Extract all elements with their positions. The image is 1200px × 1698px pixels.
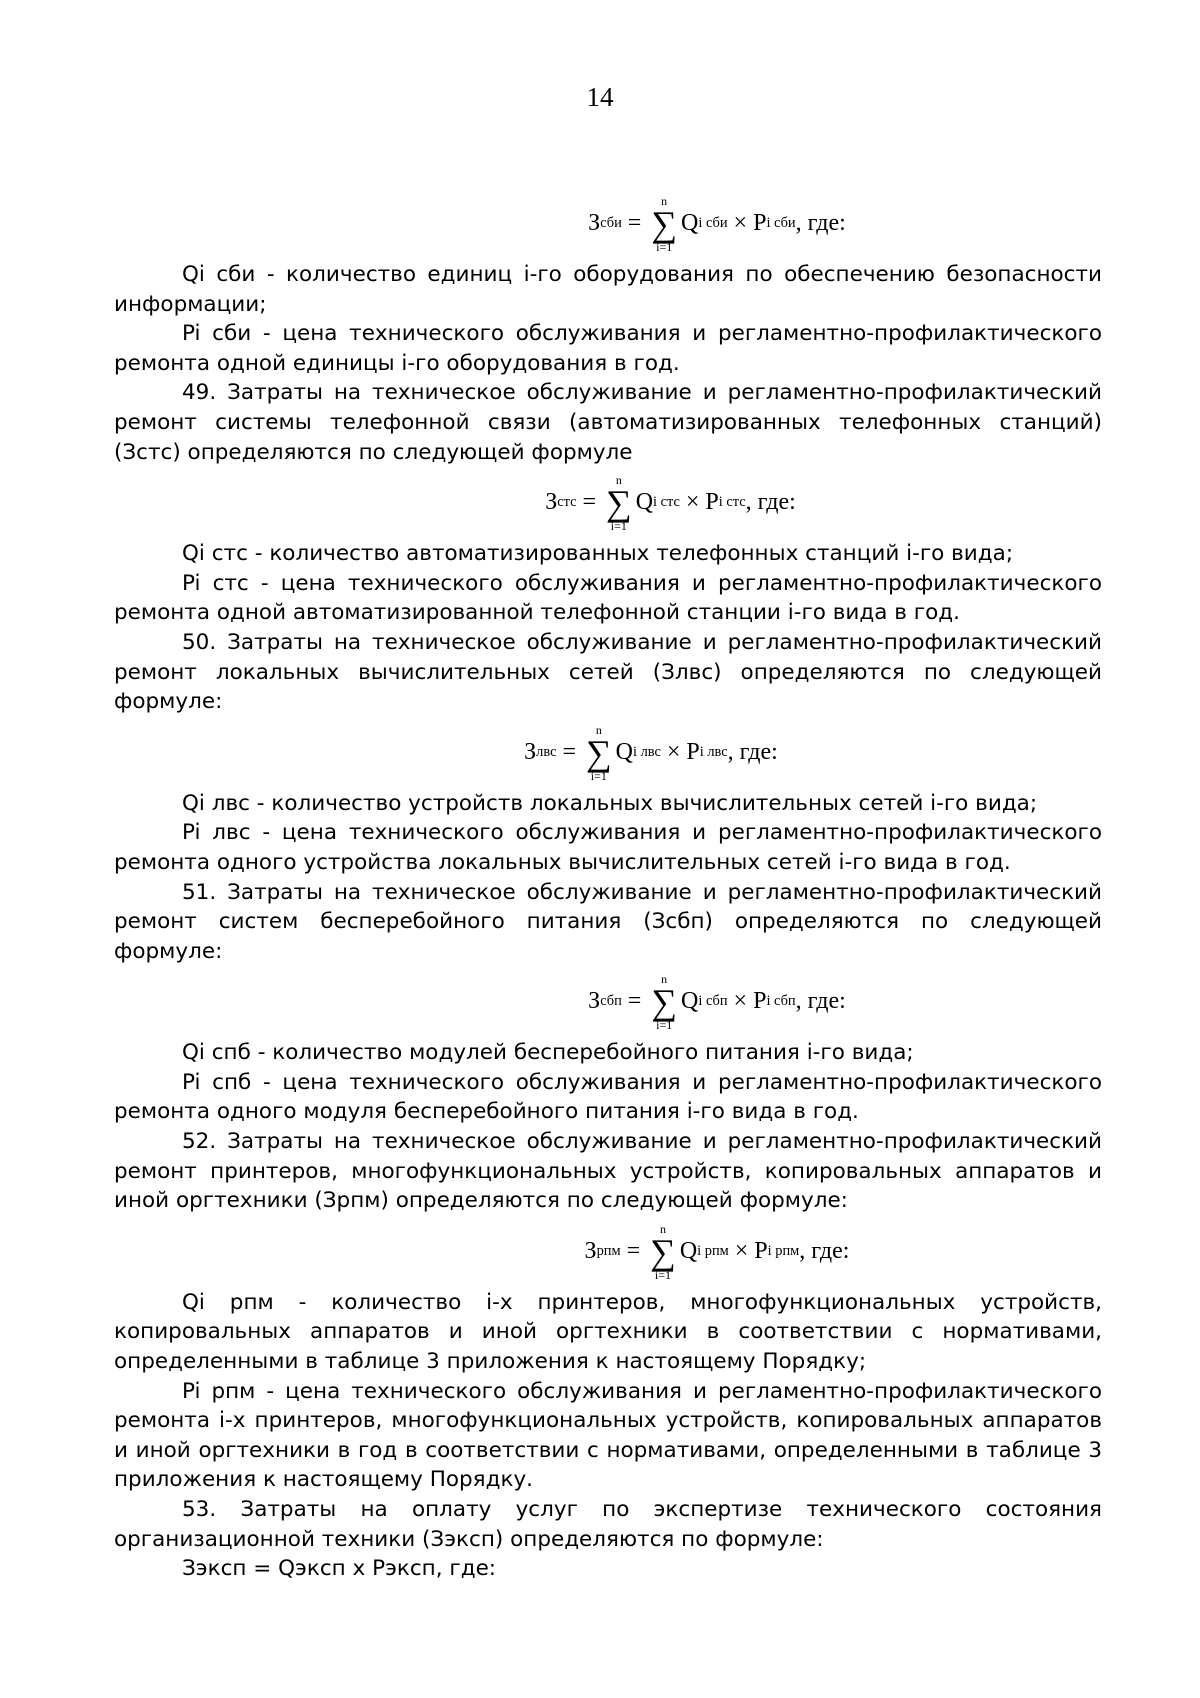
formula-q-sub: i сби bbox=[698, 215, 728, 232]
paragraph: Pi стс - цена технического обслуживания и регламентно-профилактического ремонта одной автоматизированной телефонной станции i-го вида в год. bbox=[114, 570, 1102, 626]
paragraph: 50. Затраты на техническое обслуживание и регламентно-профилактический ремонт локальных вычислительных сетей (Злвс) определяются по следующей формуле: bbox=[114, 629, 1102, 715]
paragraph: Pi лвс - цена технического обслуживания и регламентно-профилактического ремонта одного устройства локальных вычислительных сетей i-го вида в год. bbox=[114, 820, 1102, 875]
formula-lhs-sub: сби bbox=[600, 215, 622, 232]
paragraph: 52. Затраты на техническое обслуживание и регламентно-профилактический ремонт принтеров, многофункциональных устройств, копировальных аппаратов и иной оргтехники (Зрпм) определяются по следующей формуле: bbox=[114, 1129, 1102, 1214]
paragraph: 49. Затраты на техническое обслуживание и регламентно-профилактический ремонт системы телефонной связи (автоматизированных телефонных станций) (Зстс) определяются по следующей формуле bbox=[114, 380, 1102, 465]
sum-symbol: n ∑ i=1 bbox=[650, 1221, 676, 1282]
sum-symbol: n ∑ i=1 bbox=[586, 722, 612, 783]
formula-tail: , где: bbox=[795, 210, 846, 237]
paragraph: Qi спб - количество модулей бесперебойного питания i-го вида; bbox=[182, 1040, 914, 1066]
page-number: 14 bbox=[586, 82, 614, 112]
paragraph: Pi сби - цена технического обслуживания и регламентно-профилактического ремонта одной единицы i-го оборудования в год. bbox=[114, 321, 1102, 376]
formula-rpm: З рпм = n ∑ i=1 Q i рпм × P i рпм , где: bbox=[584, 1221, 850, 1282]
formula-lhs: З bbox=[588, 210, 601, 237]
paragraph: Qi лвс - количество устройств локальных вычислительных сетей i-го вида; bbox=[182, 790, 1038, 816]
paragraph: Qi сби - количество единиц i-го оборудования по обеспечению безопасности информации; bbox=[114, 262, 1102, 317]
paragraph: Qi стс - количество автоматизированных телефонных станций i-го вида; bbox=[182, 541, 1014, 567]
paragraph: 51. Затраты на техническое обслуживание и регламентно-профилактический ремонт систем бесперебойного питания (Зсбп) определяются по следующей формуле: bbox=[114, 879, 1102, 964]
document-body bbox=[114, 188, 1102, 1584]
formula-p-sub: i сби bbox=[766, 215, 796, 232]
sum-symbol: n ∑ i=1 bbox=[651, 972, 678, 1033]
formula-sbp: З сбп = n ∑ i=1 Q i сбп × P i сбп , где: bbox=[588, 972, 846, 1033]
paragraph: Qi рпм - количество i-х принтеров, многофункциональных устройств, копировальных аппаратов и иной оргтехники в соответствии с нормативами, определенными в таблице 3 приложения к настоящему Порядку; bbox=[114, 1289, 1102, 1375]
paragraph: Pi спб - цена технического обслуживания и регламентно-профилактического ремонта одного модуля бесперебойного питания i-го вида в год. bbox=[114, 1069, 1102, 1125]
paragraph: Pi рпм - цена технического обслуживания и регламентно-профилактического ремонта i-х принтеров, многофункциональных устройств, копировальных аппаратов и иной оргтехники в год в соответствии с нормативами, определенными в таблице 3 приложения к настоящему Порядку. bbox=[114, 1378, 1102, 1493]
formula-lvs: З лвс = n ∑ i=1 Q i лвс × P i лвс , где: bbox=[524, 722, 778, 783]
formula-sbi: З сби = n ∑ i=1 Q i сби × P i сби , где: bbox=[588, 194, 846, 254]
formula-line: Зэксп = Qэксп х Pэксп, где: bbox=[182, 1556, 497, 1582]
paragraph: 53. Затраты на оплату услуг по экспертизе технического состояния организационной техники (Зэксп) определяются по формуле: bbox=[114, 1497, 1102, 1552]
formula-sts: З стс = n ∑ i=1 Q i стс × P i стс , где: bbox=[545, 473, 796, 534]
sum-symbol: n ∑ i=1 bbox=[606, 473, 632, 534]
sum-symbol: n ∑ i=1 bbox=[651, 194, 678, 254]
